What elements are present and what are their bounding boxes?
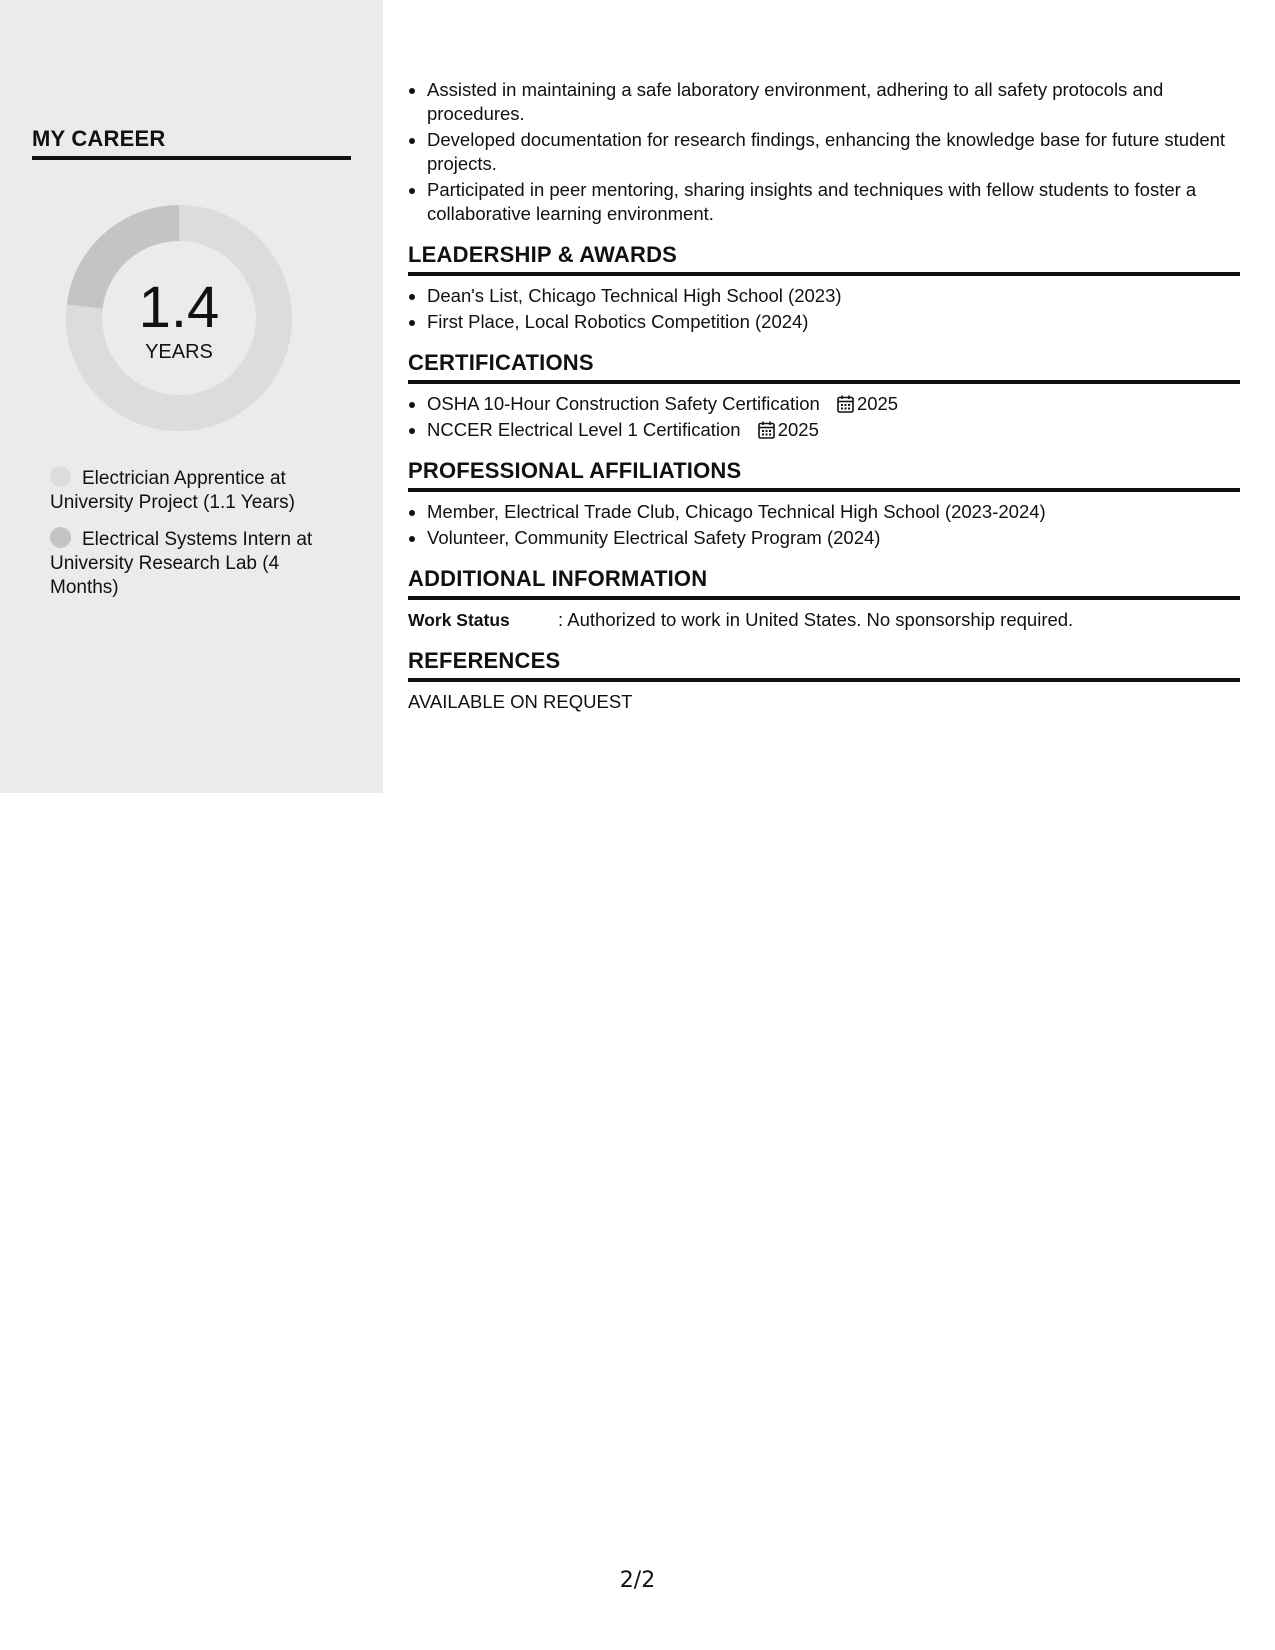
calendar-icon (837, 395, 854, 413)
references-text: AVAILABLE ON REQUEST (408, 691, 633, 712)
affiliations-heading: PROFESSIONAL AFFILIATIONS (408, 458, 1240, 492)
certification-item (427, 418, 1240, 442)
page-number: 2/2 (619, 1568, 656, 1593)
legend-item (50, 466, 330, 515)
certifications-list (408, 392, 1240, 442)
certification-item (427, 392, 1240, 416)
total-years-value: 1.4 (138, 274, 220, 340)
donut-center (66, 205, 292, 431)
legend-item (50, 527, 330, 600)
career-legend (50, 466, 330, 612)
certification-year: 2025 (856, 393, 899, 414)
legend-label: Electrician Apprentice at University Project (1.1 Years) (50, 468, 295, 513)
career-heading: MY CAREER (32, 126, 351, 160)
experience-bullet: • Participated in peer mentoring, sharing insights and techniques with fellow students to foster a collaborative learning environment. (427, 178, 1240, 226)
leadership-item: • First Place, Local Robotics Competition (2024) (427, 310, 1240, 334)
leadership-list (408, 284, 1240, 334)
legend-dot (50, 527, 71, 548)
experience-bullet: • Developed documentation for research findings, enhancing the knowledge base for future student projects. (427, 128, 1240, 176)
legend-label: Electrical Systems Intern at University Research Lab (4 Months) (50, 529, 313, 598)
certification-name: OSHA 10-Hour Construction Safety Certification (427, 393, 820, 414)
sidebar (0, 0, 383, 793)
affiliations-list (408, 500, 1240, 550)
leadership-heading: LEADERSHIP & AWARDS (408, 242, 1240, 276)
main-content (408, 78, 1240, 714)
additional-info-heading: ADDITIONAL INFORMATION (408, 566, 1240, 600)
leadership-item: • Dean's List, Chicago Technical High School (2023) (427, 284, 1240, 308)
affiliation-item: • Volunteer, Community Electrical Safety Program (2024) (427, 526, 1240, 550)
references-heading: REFERENCES (408, 648, 1240, 682)
legend-dot (50, 466, 71, 487)
certification-year: 2025 (777, 419, 819, 440)
affiliation-item: • Member, Electrical Trade Club, Chicago Technical High School (2023-2024) (427, 500, 1240, 524)
work-status-row (408, 608, 1240, 632)
work-status-value: : Authorized to work in United States. No sponsorship required. (558, 609, 1074, 630)
certifications-heading: CERTIFICATIONS (408, 350, 1240, 384)
work-status-label: Work Status (408, 610, 510, 630)
experience-bullets (408, 78, 1240, 226)
total-years-unit: YEARS (145, 340, 213, 363)
calendar-icon (758, 421, 775, 439)
certification-name: NCCER Electrical Level 1 Certification (427, 419, 741, 440)
experience-bullet: • Assisted in maintaining a safe laboratory environment, adhering to all safety protocols and procedures. (427, 78, 1240, 126)
